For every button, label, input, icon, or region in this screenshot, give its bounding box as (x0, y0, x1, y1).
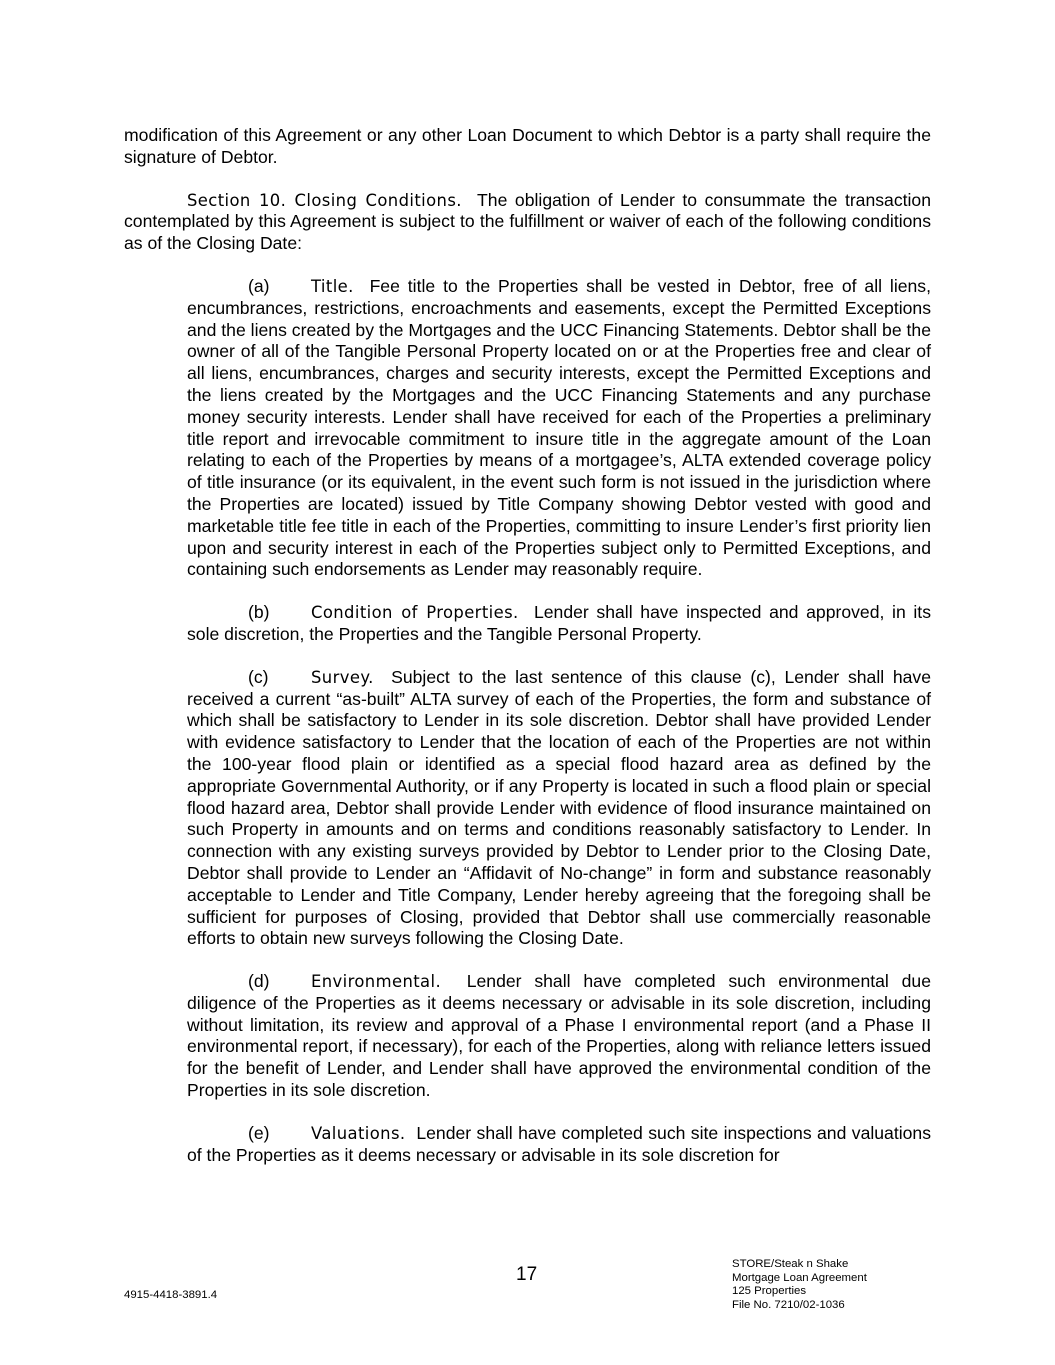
section-text: The obligation of Lender to consummate the transaction contemplated by this Agreement is subject to the fulfillment or waiver of each of the following conditions as of the Closing Date: (124, 189, 931, 254)
clause-text: Lender shall have completed such environmental due diligence of the Properties as it deems necessary or advisable in its sole discretion, including without limitation, its review and approval of a Phase I environmental report (and a Phase II environmental report, if necessary), for each of the Properties, along with reliance letters issued for the benefit of Lender, and Lender shall have approved the environmental condition of the Properties in its sole discretion. (187, 971, 931, 1101)
clause-heading: Survey. (311, 667, 374, 687)
footer-info-line: Mortgage Loan Agreement (732, 1271, 867, 1284)
footer-info-line: STORE/Steak n Shake (732, 1258, 849, 1270)
footer-info-line: File No. 7210/02-1036 (732, 1298, 845, 1311)
section-heading: Section 10. Closing Conditions. (187, 190, 462, 210)
clause-letter: (d) (248, 971, 270, 992)
clause-letter: (b) (248, 602, 270, 623)
clause-text: Subject to the last sentence of this clause (c), Lender shall have received a current “as-built” ALTA survey of each of the Properties, the form and substance of which shall be satisfactory to Lender in its sole discretion. Debtor shall have provided Lender with evidence satisfactory to Lender that the location of each of the Properties are not within the 100-year flood plain or identified as a special flood hazard area as defined by the appropriate Governmental Authority, or if any Property is located in such a flood plain or special flood hazard area, Debtor shall provide Lender with evidence of flood insurance maintained on such Property in amounts and on terms and conditions reasonably satisfactory to Lender. In connection with any existing surveys provided by Debtor to Lender prior to the Closing Date, Debtor shall provide to Lender an “Affidavit of No-change” in form and substance reasonably acceptable to Lender and Title Company, Lender hereby agreeing that the foregoing shall be sufficient for purposes of Closing, provided that Debtor shall use commercially reasonable efforts to obtain new surveys following the Closing Date. (187, 666, 932, 949)
clause-a (187, 276, 931, 581)
clause-text: Fee title to the Properties shall be vested in Debtor, free of all liens, encumbrances, restrictions, encroachments and easements, except the Permitted Exceptions and the liens created by the Mortgages and the UCC Financing Statements. Debtor shall be the owner of all of the Tangible Personal Property located on or at the Properties free and clear of all liens, encumbrances, charges and security interests, except the Permitted Exceptions and the liens created by the Mortgages and the UCC Financing Statements and any purchase money security interests. Lender shall have received for each of the Properties a preliminary title report and irrevocable commitment to insure title in the aggregate amount of the Loan relating to each of the Properties by means of a mortgagee’s, ALTA extended coverage policy of title insurance (or its equivalent, in the event such form is not issued in the jurisdiction where the Properties are located) issued by Title Company showing Debtor vested with good and marketable title fee title in each of the Properties, committing to insure Lender’s first priority lien upon and security interest in each of the Properties subject only to Permitted Exceptions, and containing such endorsements as Lender may reasonably require. (187, 275, 931, 580)
section-10-paragraph (124, 190, 931, 255)
clause-letter: (e) (248, 1122, 270, 1143)
clause-letter: (a) (248, 275, 270, 296)
clause-text: Lender shall have completed such site inspections and valuations of the Properties as it deems necessary or advisable in its sole discretion for (187, 1122, 931, 1165)
page-number: 17 (516, 1264, 538, 1285)
clause-heading: Title. (311, 276, 354, 296)
clause-heading: Valuations. (311, 1123, 406, 1143)
clause-heading: Environmental. (311, 972, 442, 992)
clause-b (187, 602, 931, 646)
clause-d (187, 971, 931, 1102)
clause-c (187, 667, 931, 950)
intro-paragraph (124, 125, 931, 169)
clause-heading: Condition of Properties. (311, 603, 519, 623)
footer-info-line: 125 Properties (732, 1285, 807, 1298)
footer-document-info (732, 1258, 867, 1312)
clause-e (187, 1123, 931, 1167)
footer-doc-id: 4915-4418-3891.4 (124, 1289, 218, 1301)
clause-text: Lender shall have inspected and approved, in its sole discretion, the Properties and the Tangible Personal Property. (187, 602, 931, 644)
intro-text: modification of this Agreement or any other Loan Document to which Debtor is a party shall require the signature of Debtor. (124, 125, 931, 167)
document-body (124, 125, 931, 1187)
clause-letter: (c) (248, 666, 269, 687)
